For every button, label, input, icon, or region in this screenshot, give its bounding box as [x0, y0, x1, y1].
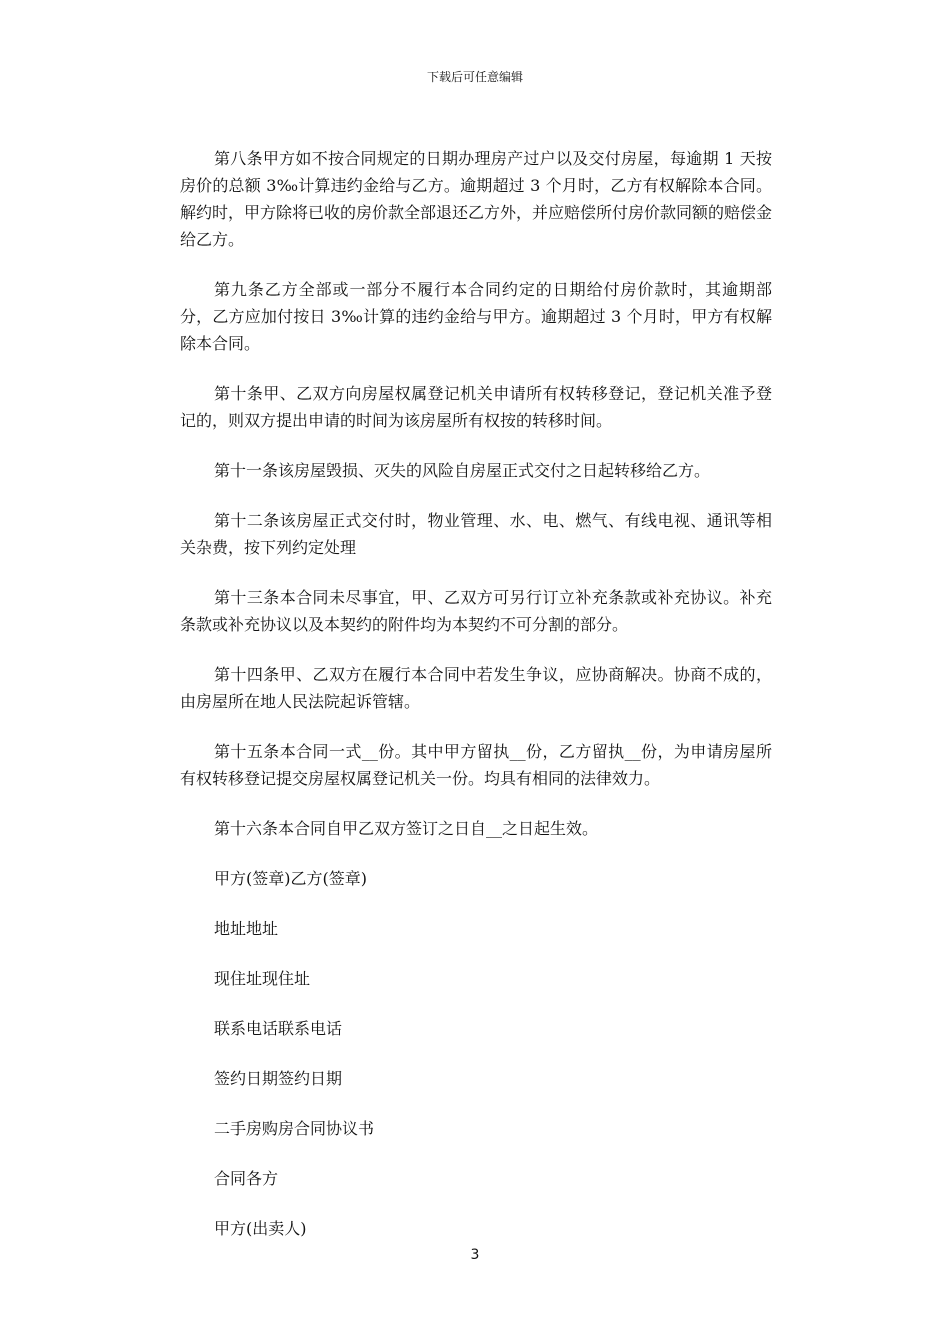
party-a-seller: 甲方(出卖人) — [214, 1219, 307, 1238]
parties-heading: 合同各方 — [214, 1169, 279, 1188]
article-9: 第九条乙方全部或一部分不履行本合同约定的日期给付房价款时，其逾期部分，乙方应加付按日 3‰计算的违约金给与甲方。逾期超过 3 个月时，甲方有权解除本合同。 — [180, 280, 772, 353]
article-14: 第十四条甲、乙双方在履行本合同中若发生争议，应协商解决。协商不成的，由房屋所在地人民法院起诉管辖。 — [180, 665, 772, 711]
document-body — [180, 145, 772, 1242]
current-address-line: 现住址现住址 — [214, 969, 311, 988]
address-line: 地址地址 — [214, 919, 279, 938]
signature-line: 甲方(签章)乙方(签章) — [214, 869, 367, 888]
contract-title: 二手房购房合同协议书 — [214, 1119, 375, 1138]
article-12: 第十二条该房屋正式交付时，物业管理、水、电、燃气、有线电视、通讯等相关杂费，按下列约定处理 — [180, 511, 772, 557]
article-11: 第十一条该房屋毁损、灭失的风险自房屋正式交付之日起转移给乙方。 — [214, 461, 711, 480]
page-number: 3 — [470, 1247, 480, 1263]
article-8: 第八条甲方如不按合同规定的日期办理房产过户以及交付房屋，每逾期 1 天按房价的总额 3‰计算违约金给与乙方。逾期超过 3 个月时，乙方有权解除本合同。解约时，甲方除将已收的房价款全部退还乙方外，并应赔偿所付房价款同额的赔偿金给乙方。 — [180, 149, 773, 249]
article-13: 第十三条本合同未尽事宜，甲、乙双方可另行订立补充条款或补充协议。补充条款或补充协议以及本契约的附件均为本契约不可分割的部分。 — [180, 588, 772, 634]
phone-line: 联系电话联系电话 — [214, 1019, 343, 1038]
article-16: 第十六条本合同自甲乙双方签订之日自__之日起生效。 — [214, 819, 599, 838]
article-15: 第十五条本合同一式__份。其中甲方留执__份，乙方留执__份，为申请房屋所有权转移登记提交房屋权属登记机关一份。均具有相同的法律效力。 — [180, 742, 772, 788]
page-header: 下载后可任意编辑 — [426, 70, 523, 84]
sign-date-line: 签约日期签约日期 — [214, 1069, 343, 1088]
article-10: 第十条甲、乙双方向房屋权属登记机关申请所有权转移登记，登记机关准予登记的，则双方提出申请的时间为该房屋所有权按的转移时间。 — [180, 384, 772, 430]
